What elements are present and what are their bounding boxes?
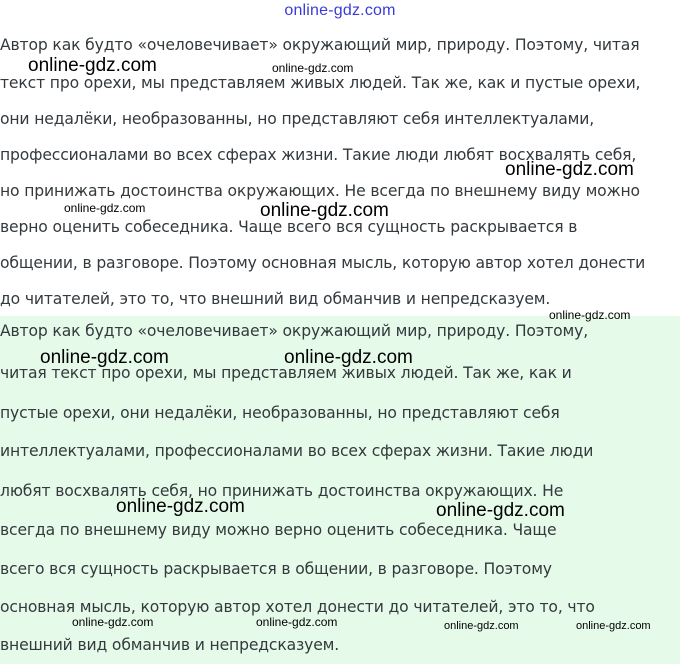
watermark-text: online-gdz.com: [272, 61, 354, 75]
text-line: верно оценить собеседника. Чаще всего вся сущность раскрывается в: [0, 218, 578, 236]
watermark-text: online-gdz.com: [64, 201, 146, 215]
watermark-text: online-gdz.com: [40, 347, 169, 368]
watermark-text: online-gdz.com: [444, 620, 519, 632]
text-line: всегда по внешнему виду можно верно оценить собеседника. Чаще: [0, 521, 557, 539]
watermark-text: online-gdz.com: [549, 308, 631, 322]
text-line: всего вся сущность раскрывается в общении, в разговоре. Поэтому: [0, 560, 552, 578]
text-line: текст про орехи, мы представляем живых людей. Так же, как и пустые орехи,: [0, 74, 641, 92]
watermark-text: online-gdz.com: [284, 347, 413, 368]
watermark-text: online-gdz.com: [576, 620, 651, 632]
watermark-text: online-gdz.com: [505, 159, 634, 180]
text-line: профессионалами во всех сферах жизни. Такие люди любят восхвалять себя,: [0, 146, 637, 164]
watermark-text: online-gdz.com: [256, 615, 338, 629]
text-line: любят восхвалять себя, но принижать достоинства окружающих. Не: [0, 482, 564, 500]
text-line: пустые орехи, они недалёки, необразованны, но представляют себя: [0, 404, 560, 422]
text-line: Автор как будто «очеловечивает» окружающий мир, природу. Поэтому, читая: [0, 36, 640, 54]
text-line: внешний вид обманчив и непредсказуем.: [0, 636, 340, 654]
watermark-text: online-gdz.com: [436, 500, 565, 521]
watermark-text: online-gdz.com: [116, 496, 245, 517]
text-line: читая текст про орехи, мы представляем живых людей. Так же, как и: [0, 364, 572, 382]
text-line: они недалёки, необразованны, но представляют себя интеллектуалами,: [0, 110, 595, 128]
text-line: общении, в разговоре. Поэтому основная мысль, которую автор хотел донести: [0, 254, 646, 272]
watermark-text: online-gdz.com: [260, 200, 389, 221]
watermark-text: online-gdz.com: [28, 55, 157, 76]
text-line: основная мысль, которую автор хотел донести до читателей, это то, что: [0, 598, 595, 616]
site-header-watermark: online-gdz.com: [284, 2, 396, 19]
text-line: Автор как будто «очеловечивает» окружающий мир, природу. Поэтому,: [0, 322, 589, 340]
watermark-text: online-gdz.com: [72, 615, 154, 629]
text-line: до читателей, это то, что внешний вид обманчив и непредсказуем.: [0, 290, 551, 308]
text-line: но принижать достоинства окружающих. Не всегда по внешнему виду можно: [0, 182, 640, 200]
text-line: интеллектуалами, профессионалами во всех сферах жизни. Такие люди: [0, 442, 594, 460]
